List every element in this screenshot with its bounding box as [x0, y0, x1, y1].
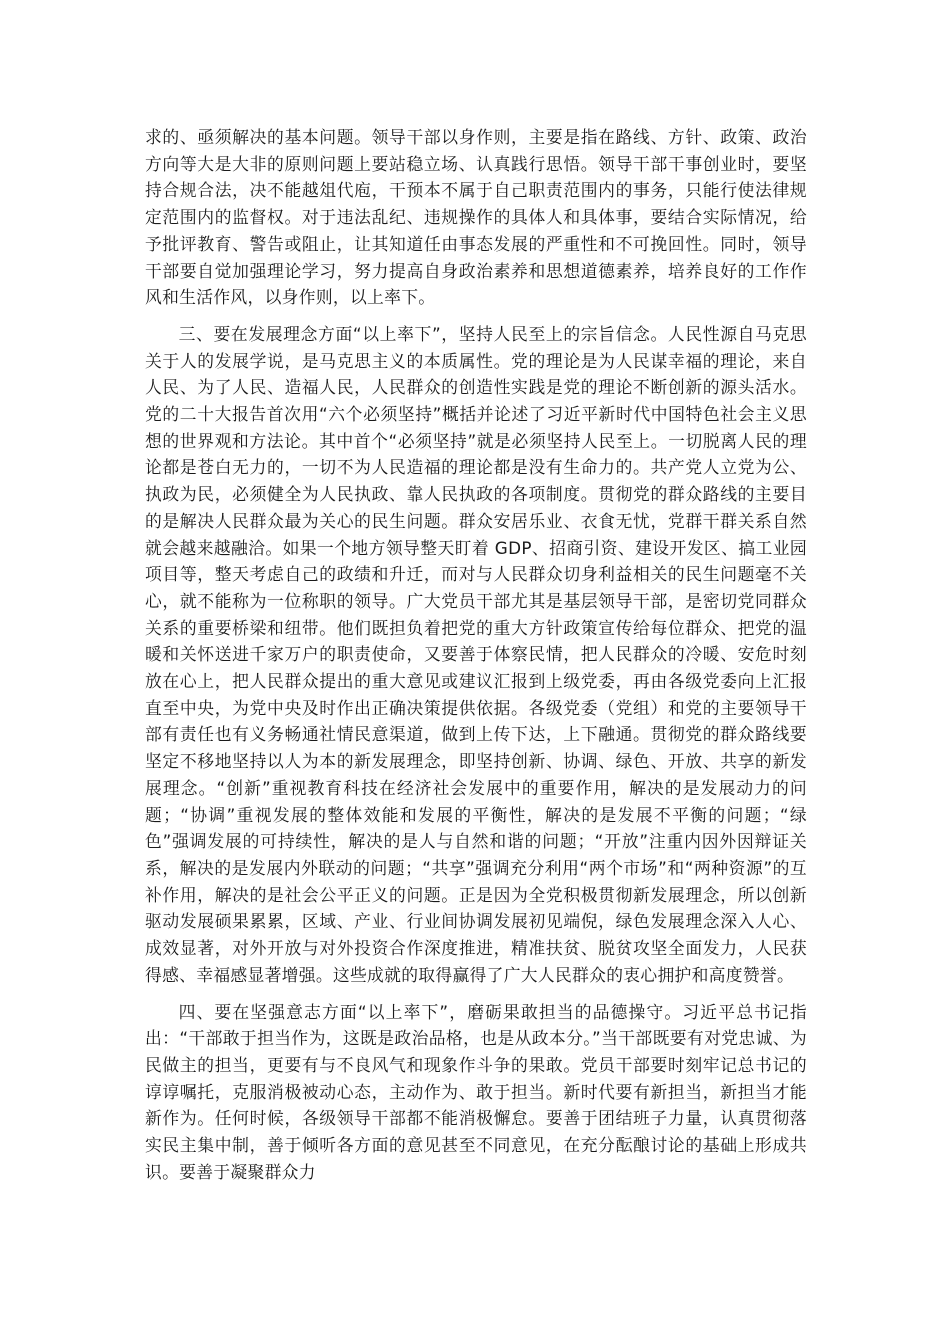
- paragraph-text: 习近平总书记指出：“干部敢于担当作为，这既是政治品格，也是从政本分。”当干部既要有对党忠诚、为民做主的担当，更要有与不良风气和现象作斗争的果敢。党员干部要时刻牢记总书记的谆谆嘱托，克服消极被动心态，主动作为、敢于担当。新时代要有新担当，新担当才能新作为。任何时候，各级领导干部都不能消极懈怠。要善于团结班子力量，认真贯彻落实民主集中制，善于倾听各方面的意见甚至不同意见，在充分酝酿讨论的基础上形成共识。要善于凝聚群众力: [145, 1001, 807, 1182]
- section-heading-four: 四、要在坚强意志方面“以上率下”，磨砺果敢担当的品德操守。: [178, 1001, 683, 1022]
- document-page: [145, 124, 807, 1195]
- paragraph-section-three: [145, 321, 807, 989]
- paragraph-text: 人民性源自马克思关于人的发展学说，是马克思主义的本质属性。党的理论是为人民谋幸福的理论，来自人民、为了人民、造福人民，人民群众的创造性实践是党的理论不断创新的源头活水。党的二十大报告首次用“六个必须坚持”概括并论述了习近平新时代中国特色社会主义思想的世界观和方法论。其中首个“必须坚持”就是必须坚持人民至上。一切脱离人民的理论都是苍白无力的，一切不为人民造福的理论都是没有生命力的。共产党人立党为公、执政为民，必须健全为人民执政、靠人民执政的各项制度。贯彻党的群众路线的主要目的是解决人民群众最为关心的民生问题。群众安居乐业、衣食无忧，党群干群关系自然就会越来越融洽。如果一个地方领导整天盯着 GDP、招商引资、建设开发区、搞工业园项目等，整天考虑自己的政绩和升迁，而对与人民群众切身利益相关的民生问题毫不关心，就不能称为一位称职的领导。广大党员干部尤其是基层领导干部，是密切党同群众关系的重要桥梁和纽带。他们既担负着把党的重大方针政策宣传给每位群众、把党的温暖和关怀送进千家万户的职责使命，又要善于体察民情，把人民群众的冷暖、安危时刻放在心上，把人民群众提出的重大意见或建议汇报到上级党委，再由各级党委向上汇报直至中央，为党中央及时作出正确决策提供依据。各级党委（党组）和党的主要领导干部有责任也有义务畅通社情民意渠道，做到上传下达，上下融通。贯彻党的群众路线要坚定不移地坚持以人为本的新发展理念，即坚持创新、协调、绿色、开放、共享的新发展理念。“创新”重视教育科技在经济社会发展中的重要作用，解决的是发展动力的问题；“协调”重视发展的整体效能和发展的平衡性，解决的是发展不平衡的问题；“绿色”强调发展的可持续性，解决的是人与自然和谐的问题；“开放”注重内因外因辩证关系，解决的是发展内外联动的问题；“共享”强调充分利用“两个市场”和“两种资源”的互补作用，解决的是社会公平正义的问题。正是因为全党积极贯彻新发展理念，所以创新驱动发展硕果累累，区域、产业、行业间协调发展初见端倪，绿色发展理念深入人心、成效显著，对外开放与对外投资合作深度推进，精准扶贫、脱贫攻坚全面发力，人民获得感、幸福感显著增强。这些成就的取得赢得了广大人民群众的衷心拥护和高度赞誉。: [145, 323, 807, 985]
- section-heading-three: 三、要在发展理念方面“以上率下”，坚持人民至上的宗旨信念。: [178, 323, 668, 344]
- paragraph-continuation: [145, 124, 807, 311]
- paragraph-text: 求的、亟须解决的基本问题。领导干部以身作则，主要是指在路线、方针、政策、政治方向等大是大非的原则问题上要站稳立场、认真践行思悟。领导干部干事创业时，要坚持合规合法，决不能越俎代庖，干预本不属于自己职责范围内的事务，只能行使法律规定范围内的监督权。对于违法乱纪、违规操作的具体人和具体事，要结合实际情况，给予批评教育、警告或阻止，让其知道任由事态发展的严重性和不可挽回性。同时，领导干部要自觉加强理论学习，努力提高自身政治素养和思想道德素养，培养良好的工作作风和生活作风，以身作则，以上率下。: [145, 127, 807, 308]
- paragraph-section-four: [145, 999, 807, 1186]
